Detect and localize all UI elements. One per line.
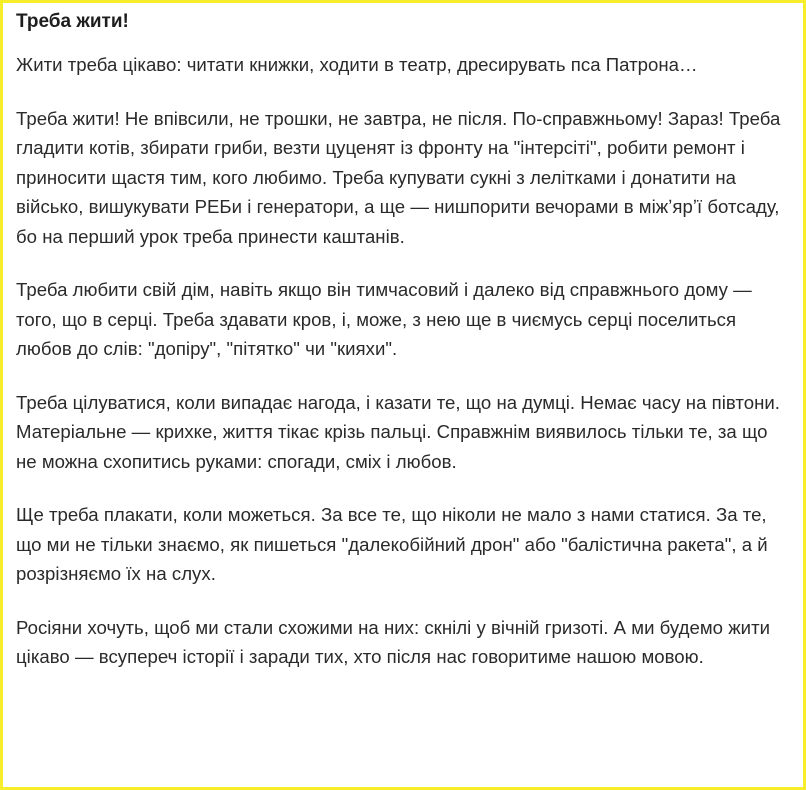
article-paragraph-1: Жити треба цікаво: читати книжки, ходити в театр, дресирувать пса Патрона…: [16, 54, 698, 75]
article-paragraph-5: Ще треба плакати, коли можеться. За все те, що ніколи не мало з нами статися. За те, що ми не тільки знаємо, як пишеться "далекобійний дрон" або "балістична ракета", а й розрізняємо їх на слух.: [16, 504, 768, 584]
article-paragraph-4: Треба цілуватися, коли випадає нагода, і казати те, що на думці. Немає часу на півтони. Матеріальне — крихке, життя тікає крізь пальці. Справжнім виявилось тільки те, за що не можна схопитись руками: спогади, сміх і любов.: [16, 391, 780, 472]
article-paragraph-2: Треба жити! Не впівсили, не трошки, не завтра, не після. По-справжньому! Зараз! Треба гладити котів, збирати гриби, везти цуценят із фронту на "інтерсіті", робити ремонт і приносити щастя тим, кого любимо. Треба купувати сукні з лелітками і донатити на військо, вишукувати РЕБи і генератори, а ще — нишпорити вечорами в міжʼярʼї ботсаду, бо на перший урок треба принести каштанів.: [16, 107, 781, 247]
article-paragraph-3: Треба любити свій дім, навіть якщо він тимчасовий і далеко від справжнього дому — того, що в серці. Треба здавати кров, і, може, з нею ще в чиємусь серці поселиться любов до слів: "допіру", "пітятко" чи "кияхи".: [16, 279, 752, 359]
article-paragraph-6: Росіяни хочуть, щоб ми стали схожими на них: скнілі у вічній гризоті. А ми будемо жити цікаво — всупереч історії і заради тих, хто після нас говоритиме нашою мовою.: [16, 616, 771, 667]
article-title: Треба жити!: [16, 11, 129, 32]
